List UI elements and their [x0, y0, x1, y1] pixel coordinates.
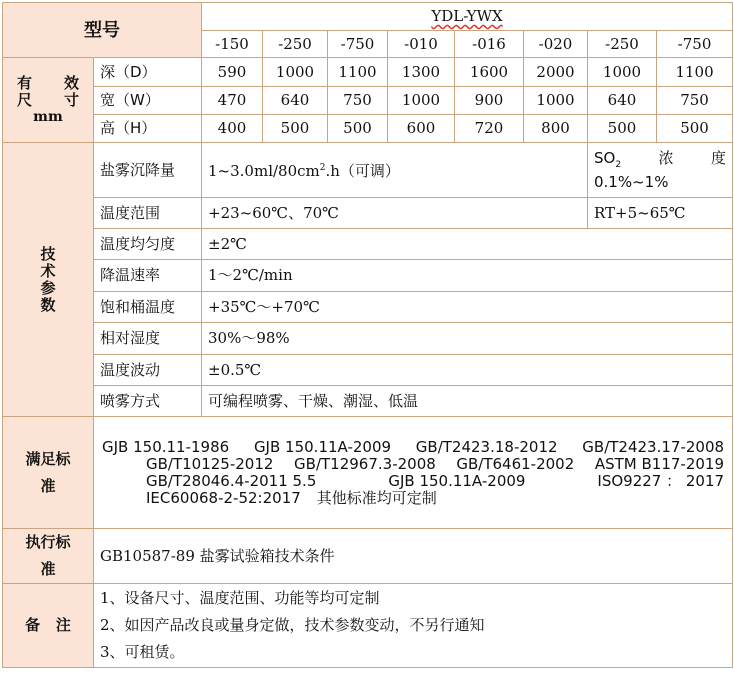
dim-value: 600	[388, 115, 455, 143]
dim-value: 1000	[263, 58, 328, 87]
dim-value: 900	[455, 87, 524, 115]
model-col-4: -010	[388, 31, 455, 58]
note-item: 3、可租赁。	[100, 643, 185, 661]
dim-label: 宽（W）	[94, 87, 202, 115]
dim-value: 470	[202, 87, 263, 115]
dim-value: 590	[202, 58, 263, 87]
tech-label: 饱和桶温度	[94, 292, 202, 323]
spec-table	[2, 2, 733, 668]
tech-label: 温度范围	[94, 198, 202, 229]
standards-label: 满足标 准	[3, 417, 94, 529]
note-item: 1、设备尺寸、温度范围、功能等均可定制	[100, 589, 380, 607]
note-item: 2、如因产品改良或量身定做，技术参数变动，不另行通知	[100, 616, 485, 634]
tech-value: ±0.5℃	[202, 355, 733, 386]
dim-value: 1000	[588, 58, 657, 87]
header-row-series	[3, 3, 733, 31]
dim-value: 500	[588, 115, 657, 143]
dim-value: 800	[524, 115, 588, 143]
dim-value: 640	[588, 87, 657, 115]
tech-label: 温度均匀度	[94, 229, 202, 260]
salt-settle-value: $1\sim 3.0ml/80cm^2.h$（可调）	[202, 143, 588, 198]
notes-label: 备 注	[3, 584, 94, 668]
tech-value: +23~60℃、70℃	[202, 198, 588, 229]
tech-label: 相对湿度	[94, 323, 202, 355]
dim-value: 1300	[388, 58, 455, 87]
dim-row-depth	[3, 58, 733, 87]
dim-value: 1000	[524, 87, 588, 115]
standards-line: GB/T10125-2012 GB/T12967.3-2008 GB/T6461-2002 ASTM B117-2019	[146, 454, 725, 473]
model-col-8: -750	[657, 31, 733, 58]
model-col-6: -020	[524, 31, 588, 58]
model-col-1: -150	[202, 31, 263, 58]
dim-value: 2000	[524, 58, 588, 87]
tech-row	[3, 260, 733, 292]
notes-row	[3, 584, 733, 668]
standards-list	[94, 417, 733, 529]
model-col-5: -016	[455, 31, 524, 58]
tech-value: 可编程喷雾、干燥、潮湿、低温	[202, 386, 733, 417]
tech-row	[3, 355, 733, 386]
tech-row	[3, 292, 733, 323]
dim-label: 深（D）	[94, 58, 202, 87]
tech-value: 30%～98%	[202, 323, 733, 355]
dim-value: 500	[657, 115, 733, 143]
model-label: 型号	[3, 3, 202, 58]
series-name: YDL-YWX	[202, 3, 733, 31]
tech-row-salt	[3, 143, 733, 198]
tech-row-temp-range	[3, 198, 733, 229]
standards-line: GB/T28046.4-2011 5.5 GJB 150.11A-2009 ISO9227 ： 2017	[146, 471, 725, 490]
exec-standard-row	[3, 529, 733, 584]
tech-value: 1～2℃/min	[202, 260, 733, 292]
exec-standard-value: GB10587-89 盐雾试验箱技术条件	[94, 529, 733, 584]
so2-concentration: $SO_2$ 浓 度 0.1%~1%	[588, 143, 733, 198]
dim-label: 高（H）	[94, 115, 202, 143]
tech-label: 温度波动	[94, 355, 202, 386]
notes-list	[94, 584, 733, 668]
standards-line: IEC60068-2-52:2017 其他标准均可定制	[146, 488, 437, 507]
dim-value: 500	[328, 115, 388, 143]
tech-value: ±2℃	[202, 229, 733, 260]
tech-label: 盐雾沉降量	[94, 143, 202, 198]
dim-value: 1600	[455, 58, 524, 87]
dim-value: 1100	[657, 58, 733, 87]
model-col-7: -250	[588, 31, 657, 58]
tech-label: 降温速率	[94, 260, 202, 292]
standards-line: GJB 150.11-1986 GJB 150.11A-2009 GB/T2423.18-2012 GB/T2423.17-2008	[102, 437, 725, 456]
tech-group-label: 技 术 参 数	[3, 143, 94, 417]
dim-value: 720	[455, 115, 524, 143]
dim-value: 750	[657, 87, 733, 115]
dim-value: 500	[263, 115, 328, 143]
dim-row-width	[3, 87, 733, 115]
tech-row	[3, 386, 733, 417]
dim-value: 400	[202, 115, 263, 143]
tech-row	[3, 229, 733, 260]
standards-row	[3, 417, 733, 529]
model-col-2: -250	[263, 31, 328, 58]
dim-value: 640	[263, 87, 328, 115]
tech-row	[3, 323, 733, 355]
exec-standard-label: 执行标 准	[3, 529, 94, 584]
dim-value: 1000	[388, 87, 455, 115]
dim-value: 750	[328, 87, 388, 115]
tech-value: +35℃～+70℃	[202, 292, 733, 323]
tech-label: 喷雾方式	[94, 386, 202, 417]
dimension-group-label: 有 效 尺 寸 mm	[3, 58, 94, 143]
model-col-3: -750	[328, 31, 388, 58]
tech-extra-value: RT+5~65℃	[588, 198, 733, 229]
dim-value: 1100	[328, 58, 388, 87]
dim-row-height	[3, 115, 733, 143]
